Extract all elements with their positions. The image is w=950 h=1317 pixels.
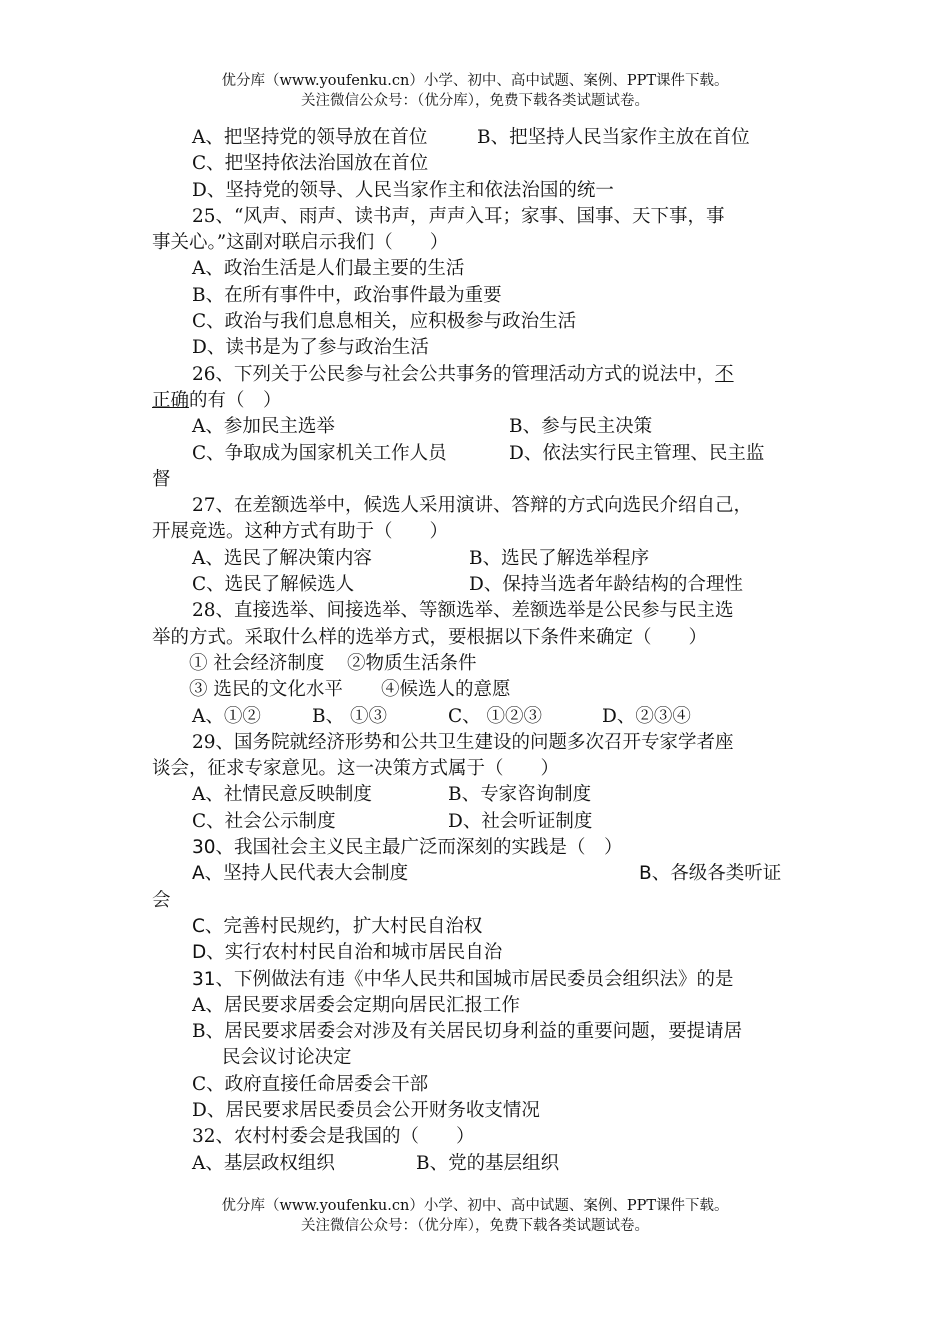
q26-options-cd [152, 441, 800, 467]
q31-option-b: B、居民要求居委会对涉及有关居民切身利益的重要问题，要提请居 [192, 1021, 743, 1043]
q29-option-d: D、社会听证制度 [448, 810, 593, 832]
q26-options-ab [152, 414, 800, 440]
q26-stem-line-2: 正确的有（ ） [152, 389, 282, 411]
q26-option-d-cont: 督 [152, 468, 171, 490]
q29-option-c: C、社会公示制度 [192, 810, 336, 832]
q24-option-b: B、把坚持人民当家作主放在首位 [477, 127, 750, 148]
footer-line-2: 关注微信公众号：（优分库），免费下载各类试题试卷。 [301, 1218, 649, 1234]
q27-options-cd [152, 572, 800, 598]
q29-options-cd [152, 809, 800, 835]
q28-option-d: D、②③④ [602, 705, 691, 727]
q28-option-c: C、 ①②③ [448, 705, 543, 727]
q27-option-b: B、选民了解选举程序 [469, 547, 650, 569]
q30-option-c: C、完善村民规约，扩大村民自治权 [192, 915, 483, 937]
q28-item-4: ④候选人的意愿 [381, 679, 511, 701]
q29-option-b: B、专家咨询制度 [448, 784, 592, 806]
q30-option-a: A、坚持人民代表大会制度 [192, 863, 409, 885]
q27-stem-line-2: 开展竞选。这种方式有助于（ ） [152, 521, 449, 543]
q31-option-a: A、居民要求居委会定期向居民汇报工作 [192, 994, 520, 1016]
q28-stem-line-1: 28、直接选举、间接选举、等额选举、差额选举是公民参与民主选 [192, 600, 734, 622]
q26-stem-line-1: 26、下列关于公民参与社会公共事务的管理活动方式的说法中，不 [192, 363, 734, 385]
q25-stem-line-2: 事关心。”这副对联启示我们（ ） [152, 232, 449, 254]
q25-option-b: B、在所有事件中，政治事件最为重要 [192, 284, 502, 306]
q24-option-c: C、把坚持依法治国放在首位 [192, 153, 429, 175]
q30-options-ab [152, 861, 800, 887]
footer-line-1: 优分库（www.youfenku.cn）小学、初中、高中试题、案例、PPT课件下载。 [221, 1198, 729, 1214]
q29-option-a: A、社情民意反映制度 [192, 784, 372, 806]
q25-stem-line-1: 25、“风声、雨声、读书声，声声入耳；家事、国事、天下事，事 [192, 205, 725, 227]
header-line-1: 优分库（www.youfenku.cn）小学、初中、高中试题、案例、PPT课件下载。 [221, 73, 729, 89]
q27-option-a: A、选民了解决策内容 [192, 547, 372, 569]
q31-option-b-cont: 民会议讨论决定 [222, 1047, 352, 1069]
q32-option-b: B、党的基层组织 [416, 1152, 560, 1174]
q25-option-d: D、读书是为了参与政治生活 [192, 337, 429, 359]
q29-stem-line-2: 谈会，征求专家意见。这一决策方式属于（ ） [152, 758, 560, 780]
q31-option-c: C、政府直接任命居委会干部 [192, 1073, 429, 1095]
q32-stem: 32、农村村委会是我国的（ ） [192, 1126, 475, 1148]
q28-option-b: B、 ①③ [312, 705, 387, 727]
q28-option-a: A、①② [192, 705, 261, 727]
q31-option-d: D、居民要求居民委员会公开财务收支情况 [192, 1099, 540, 1121]
q28-items-12 [152, 651, 800, 677]
q27-options-ab [152, 546, 800, 572]
q24-option-d: D、坚持党的领导、人民当家作主和依法治国的统一 [192, 179, 614, 201]
q28-stem-line-2: 举的方式。采取什么样的选举方式，要根据以下条件来确定（ ） [152, 626, 708, 648]
q26-underlined-word-cont: 正确 [152, 389, 190, 411]
q28-item-3: ③ 选民的文化水平 [189, 679, 343, 701]
q28-items-34 [152, 677, 800, 703]
q30-option-b-cont: 会 [152, 889, 171, 911]
q29-options-ab [152, 782, 800, 808]
q24-options-ab [152, 125, 800, 151]
q27-option-c: C、选民了解候选人 [192, 574, 355, 596]
q26-option-d: D、依法实行民主管理、民主监 [509, 442, 765, 464]
q28-item-1: ① 社会经济制度 [189, 652, 325, 674]
header-line-2: 关注微信公众号：（优分库），免费下载各类试题试卷。 [301, 93, 649, 109]
q28-item-2: ②物质生活条件 [347, 652, 477, 674]
q24-option-a: A、把坚持党的领导放在首位 [192, 127, 428, 148]
q26-option-c: C、争取成为国家机关工作人员 [192, 442, 447, 464]
q31-stem: 31、下例做法有违《中华人民共和国城市居民委员会组织法》的是 [192, 968, 734, 990]
q30-option-b: B、各级各类听证 [639, 863, 782, 885]
q29-stem-line-1: 29、国务院就经济形势和公共卫生建设的问题多次召开专家学者座 [192, 731, 734, 753]
q30-stem: 30、我国社会主义民主最广泛而深刻的实践是（ ） [192, 837, 623, 859]
q28-options [152, 704, 800, 730]
q25-option-c: C、政治与我们息息相关，应积极参与政治生活 [192, 311, 577, 333]
q27-option-d: D、保持当选者年龄结构的合理性 [469, 574, 743, 596]
q26-option-b: B、参与民主决策 [509, 416, 653, 438]
question-content [152, 125, 800, 1177]
q27-stem-line-1: 27、在差额选举中，候选人采用演讲、答辩的方式向选民介绍自己， [192, 495, 753, 517]
q30-option-d: D、实行农村村民自治和城市居民自治 [192, 942, 503, 964]
q32-options-ab [152, 1151, 800, 1177]
q25-option-a: A、政治生活是人们最主要的生活 [192, 258, 465, 280]
q32-option-a: A、基层政权组织 [192, 1152, 335, 1174]
q26-underlined-word: 不 [715, 363, 734, 385]
q26-option-a: A、参加民主选举 [192, 416, 335, 438]
